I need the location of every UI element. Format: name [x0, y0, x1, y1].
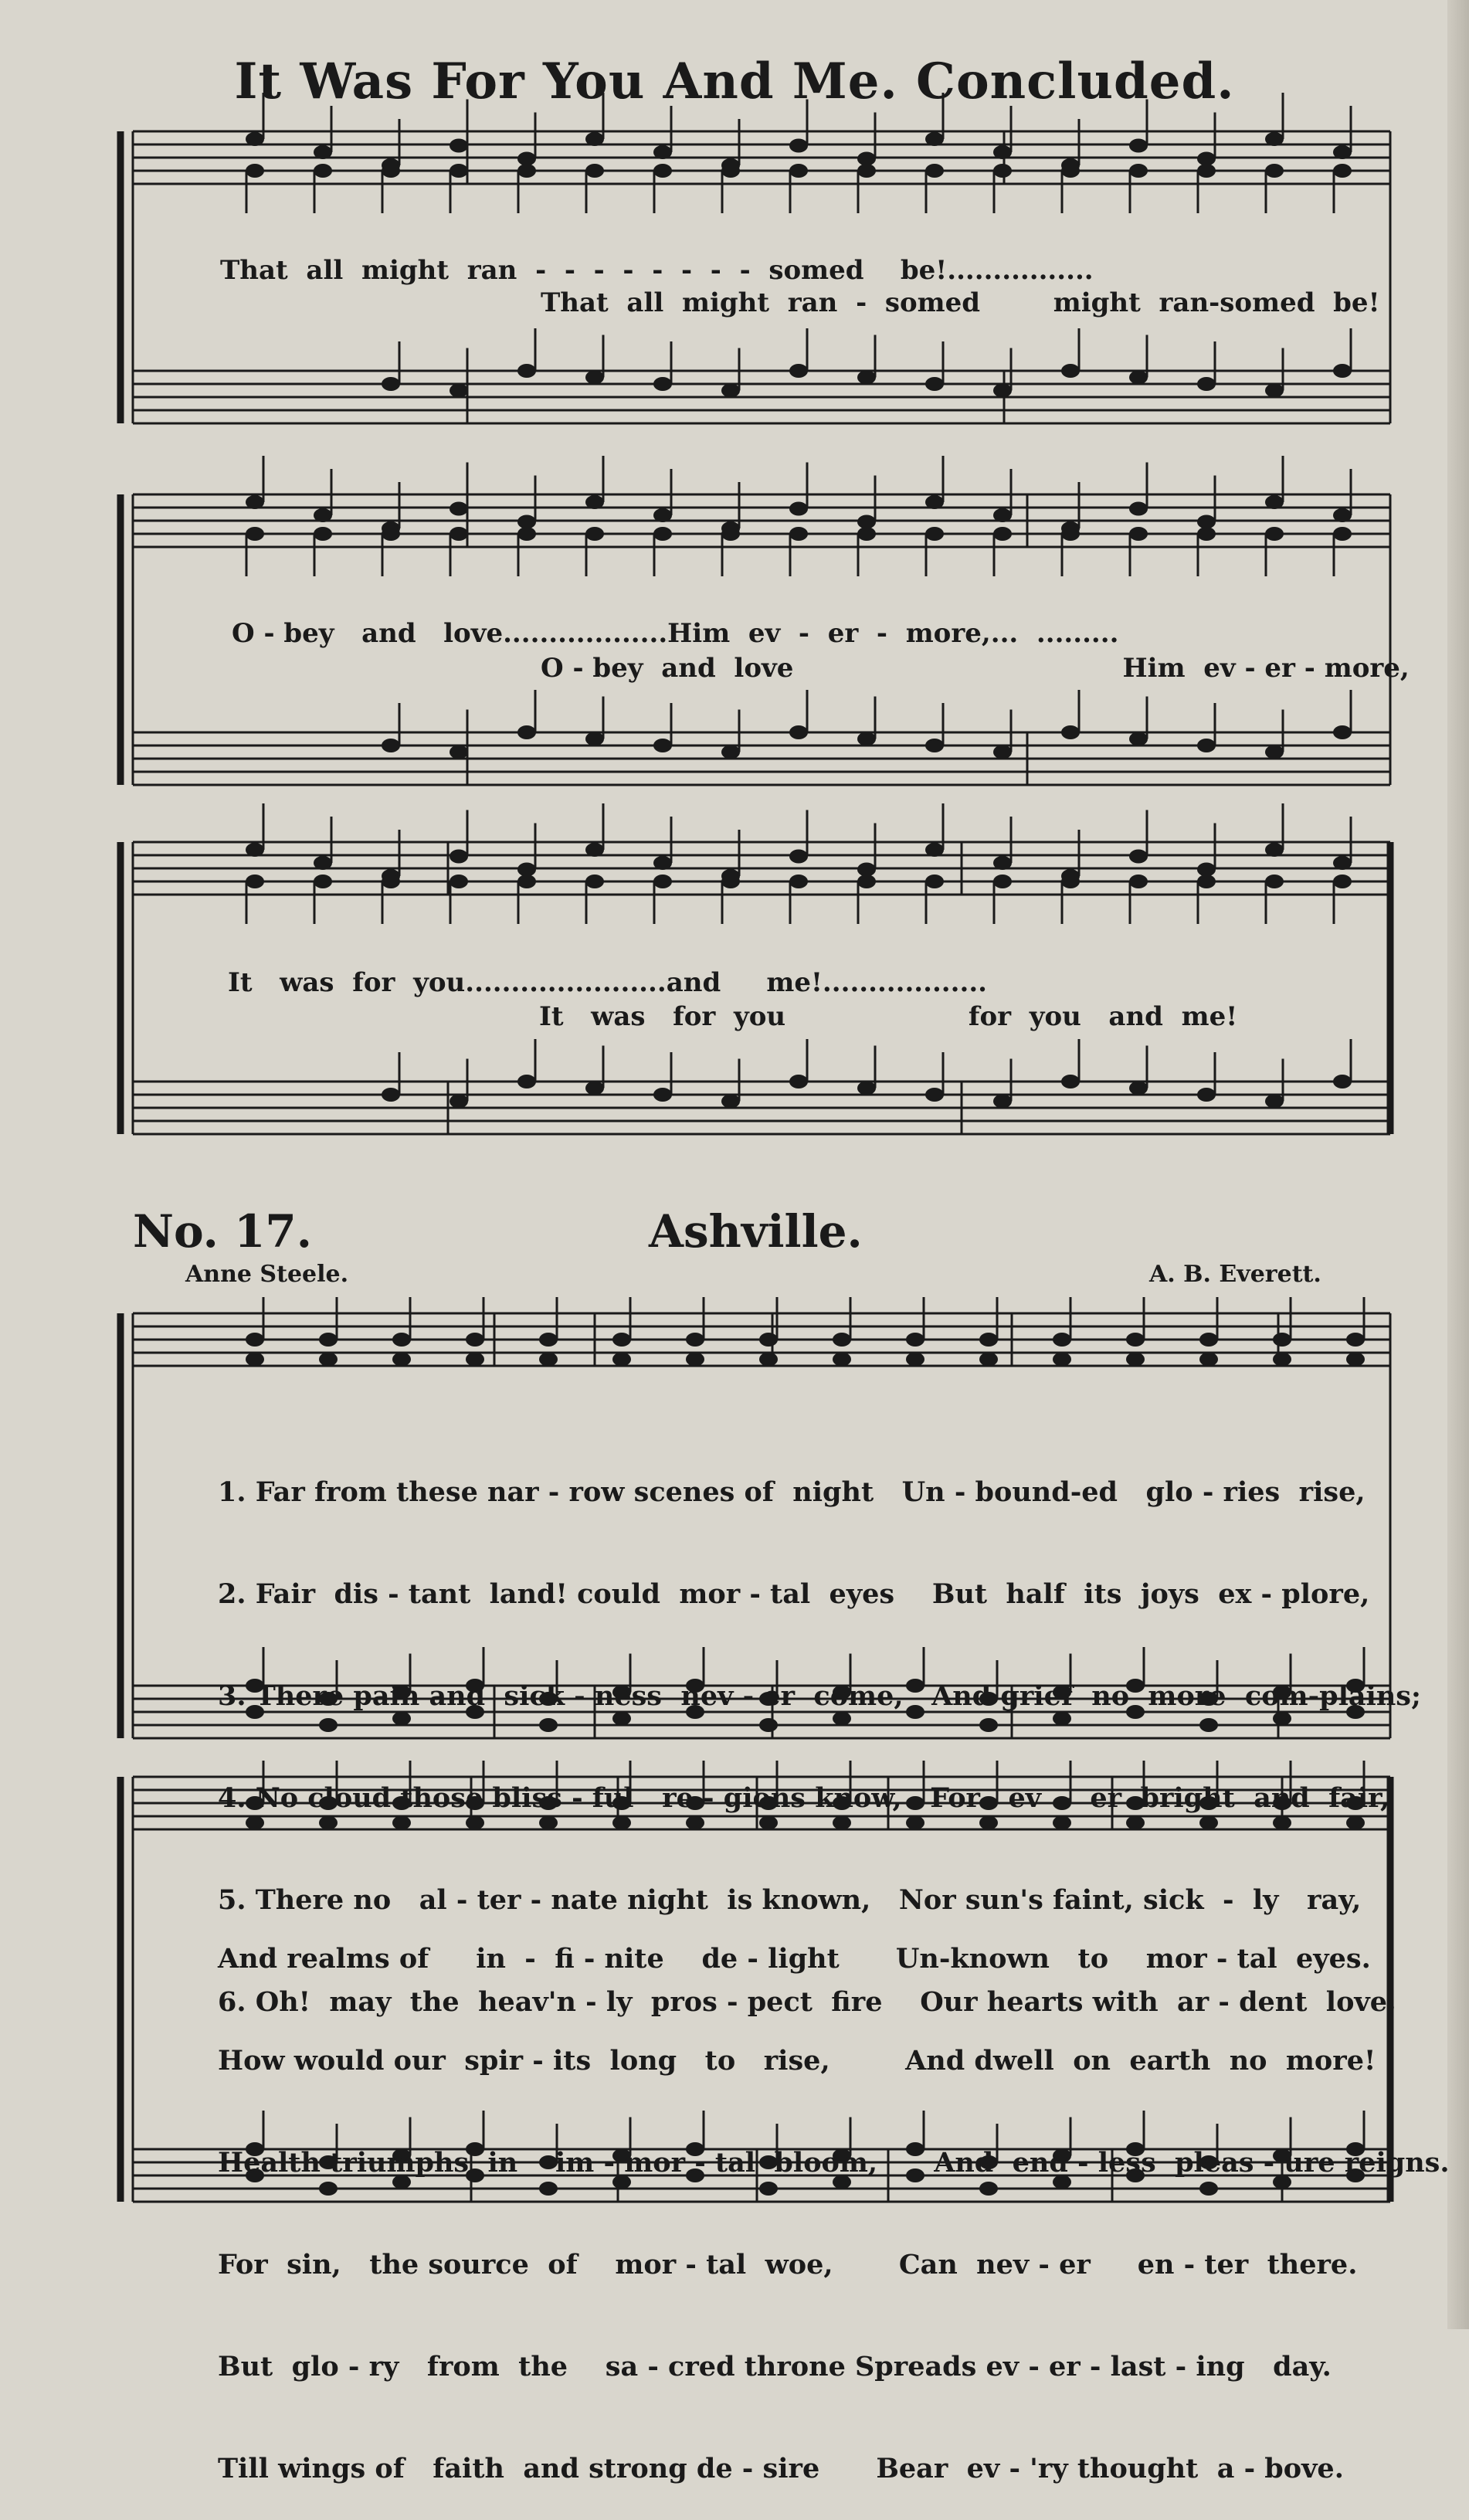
note-head	[1199, 1333, 1218, 1347]
note-head	[979, 1333, 998, 1347]
note-head	[653, 856, 672, 870]
note-head	[246, 495, 264, 509]
note-head	[246, 527, 264, 541]
note-head	[314, 856, 332, 870]
note-head	[517, 364, 536, 378]
note-head	[1333, 164, 1352, 178]
note-head	[450, 1095, 468, 1109]
note-head	[906, 1333, 924, 1347]
note-head	[517, 515, 536, 529]
note-head	[1265, 527, 1284, 541]
note-head	[246, 132, 264, 146]
note-head	[721, 384, 740, 398]
note-head	[789, 502, 808, 516]
note-head	[789, 850, 808, 864]
note-head	[392, 1333, 411, 1347]
note-head	[1346, 1333, 1365, 1347]
note-head	[246, 164, 264, 178]
lyric-line-1b: That all might ran - somed might ran-somed be!	[541, 287, 1380, 318]
note-head	[450, 875, 468, 888]
note-head	[1333, 875, 1352, 888]
lyric-line-1a: That all might ran - - - - - - - - somed be!................	[220, 255, 1094, 286]
note-head	[789, 875, 808, 888]
note-head	[314, 508, 332, 522]
verse-line: How would our spir - its long to rise, And dwell on earth no more!	[218, 2045, 1376, 2077]
note-head	[759, 1333, 778, 1347]
note-head	[1197, 739, 1216, 752]
note-head	[1265, 164, 1284, 178]
note-head	[1129, 139, 1148, 153]
note-head	[612, 1333, 631, 1347]
note-head	[450, 164, 468, 178]
note-head	[1129, 527, 1148, 541]
note-head	[789, 364, 808, 378]
note-head	[1129, 502, 1148, 516]
note-head	[382, 875, 400, 888]
note-head	[314, 164, 332, 178]
note-head	[833, 1353, 851, 1367]
note-head	[314, 145, 332, 159]
note-head	[1333, 725, 1352, 739]
note-head	[517, 875, 536, 888]
note-head	[1197, 164, 1216, 178]
note-head	[1061, 164, 1080, 178]
note-head	[517, 1075, 536, 1088]
verse-block-2	[218, 1874, 1450, 2520]
verse-line: 4. No cloud those bliss - ful re - gions know, For ev - er bright and fair,	[218, 1782, 1390, 1814]
note-head	[993, 856, 1012, 870]
lyric-line-3a: It was for you......................and me!..................	[228, 967, 987, 998]
note-head	[993, 508, 1012, 522]
note-head	[246, 1353, 264, 1367]
note-head	[857, 863, 876, 877]
note-head	[789, 164, 808, 178]
note-head	[857, 371, 876, 385]
note-head	[1129, 732, 1148, 746]
note-head	[1265, 875, 1284, 888]
note-head	[857, 527, 876, 541]
note-head	[1129, 875, 1148, 888]
note-head	[721, 164, 740, 178]
hymn-title-2: Ashville.	[649, 1205, 863, 1258]
note-head	[1129, 1082, 1148, 1095]
note-head	[392, 1353, 411, 1367]
note-head	[314, 527, 332, 541]
note-head	[517, 164, 536, 178]
note-head	[585, 132, 604, 146]
verse-line: But glo - ry from the sa - cred throne Spreads ev - er - last - ing day.	[218, 2351, 1332, 2382]
note-head	[721, 527, 740, 541]
note-head	[721, 1095, 740, 1109]
note-head	[906, 1353, 924, 1367]
note-head	[1197, 527, 1216, 541]
note-head	[789, 725, 808, 739]
note-head	[1061, 527, 1080, 541]
note-head	[993, 745, 1012, 759]
note-head	[1061, 364, 1080, 378]
note-head	[1265, 384, 1284, 398]
hymn-number: No. 17.	[133, 1205, 312, 1258]
note-head	[382, 739, 400, 752]
note-head	[979, 1353, 998, 1367]
verse-line: And realms of in - fi - nite de - light Un-known to mor - tal eyes.	[218, 1943, 1371, 1975]
note-head	[759, 1353, 778, 1367]
note-head	[1333, 364, 1352, 378]
note-head	[993, 875, 1012, 888]
note-head	[1061, 725, 1080, 739]
note-head	[517, 527, 536, 541]
note-head	[319, 1333, 338, 1347]
note-head	[319, 1353, 338, 1367]
note-head	[925, 495, 944, 509]
note-head	[517, 152, 536, 166]
note-head	[466, 1333, 484, 1347]
note-head	[450, 745, 468, 759]
note-head	[1053, 1333, 1071, 1347]
note-head	[1273, 1353, 1291, 1367]
note-head	[993, 384, 1012, 398]
note-head	[1265, 745, 1284, 759]
note-head	[653, 1088, 672, 1102]
note-head	[1126, 1353, 1145, 1367]
note-head	[686, 1333, 704, 1347]
note-head	[925, 527, 944, 541]
note-head	[1129, 371, 1148, 385]
note-head	[1129, 850, 1148, 864]
note-head	[1333, 145, 1352, 159]
note-head	[925, 1088, 944, 1102]
note-head	[789, 527, 808, 541]
note-head	[585, 527, 604, 541]
note-head	[450, 502, 468, 516]
note-head	[721, 745, 740, 759]
note-head	[1333, 1075, 1352, 1088]
note-head	[1273, 1333, 1291, 1347]
note-head	[382, 164, 400, 178]
note-head	[925, 377, 944, 391]
note-head	[450, 527, 468, 541]
note-head	[1197, 875, 1216, 888]
note-head	[653, 739, 672, 752]
note-head	[539, 1333, 558, 1347]
note-head	[925, 132, 944, 146]
note-head	[1197, 863, 1216, 877]
note-head	[925, 843, 944, 857]
note-head	[925, 739, 944, 752]
note-head	[857, 732, 876, 746]
note-head	[517, 863, 536, 877]
verse-line: For sin, the source of mor - tal woe, Can nev - er en - ter there.	[218, 2249, 1358, 2281]
note-head	[857, 152, 876, 166]
note-head	[1197, 1088, 1216, 1102]
note-head	[450, 139, 468, 153]
note-head	[382, 377, 400, 391]
note-head	[993, 527, 1012, 541]
note-head	[993, 1095, 1012, 1109]
note-head	[612, 1353, 631, 1367]
note-head	[1265, 843, 1284, 857]
note-head	[1197, 515, 1216, 529]
hymn-title: It Was For You And Me. Concluded.	[234, 53, 1235, 110]
note-head	[466, 1353, 484, 1367]
note-head	[1126, 1333, 1145, 1347]
lyric-line-3b: It was for you for you and me!	[539, 1001, 1238, 1032]
note-head	[993, 145, 1012, 159]
lyric-line-2a: O - bey and love..................Him ev - er - more,... .........	[232, 618, 1119, 649]
note-head	[585, 875, 604, 888]
note-head	[653, 145, 672, 159]
lyric-line-2b: O - bey and love Him ev - er - more,	[541, 653, 1410, 684]
verse-line: 6. Oh! may the heav'n - ly pros - pect fire Our hearts with ar - dent love,	[218, 1986, 1397, 2018]
note-head	[1346, 1353, 1365, 1367]
note-head	[314, 875, 332, 888]
note-head	[1061, 1075, 1080, 1088]
note-head	[246, 875, 264, 888]
note-head	[925, 875, 944, 888]
author-credit: Anne Steele.	[185, 1261, 349, 1288]
note-head	[1265, 132, 1284, 146]
note-head	[686, 1353, 704, 1367]
verse-line: 2. Fair dis - tant land! could mor - tal eyes But half its joys ex - plore,	[218, 1578, 1370, 1610]
verse-line: Till wings of faith and strong de - sire Bear ev - 'ry thought a - bove.	[218, 2453, 1344, 2484]
note-head	[517, 725, 536, 739]
note-head	[1197, 377, 1216, 391]
note-head	[539, 1353, 558, 1367]
note-head	[653, 508, 672, 522]
note-head	[1061, 875, 1080, 888]
note-head	[585, 495, 604, 509]
note-head	[585, 164, 604, 178]
note-head	[450, 384, 468, 398]
note-head	[993, 164, 1012, 178]
note-head	[1265, 495, 1284, 509]
note-head	[653, 875, 672, 888]
note-head	[1265, 1095, 1284, 1109]
note-head	[857, 164, 876, 178]
note-head	[721, 875, 740, 888]
verse-line: 3. There pain and sick - ness nev - er come, And grief no more com-plains;	[218, 1680, 1421, 1712]
note-head	[789, 1075, 808, 1088]
note-head	[1053, 1353, 1071, 1367]
note-head	[585, 732, 604, 746]
note-head	[585, 843, 604, 857]
note-head	[833, 1333, 851, 1347]
note-head	[1129, 164, 1148, 178]
note-head	[857, 1082, 876, 1095]
verse-line: Health triumphs in im - mor - tal bloom, And end - less pleas - ure reigns.	[218, 2147, 1450, 2179]
verse-line: 5. There no al - ter - nate night is known, Nor sun's faint, sick - ly ray,	[218, 1884, 1362, 1916]
note-head	[382, 527, 400, 541]
note-head	[653, 527, 672, 541]
composer-credit: A. B. Everett.	[1149, 1261, 1321, 1288]
note-head	[789, 139, 808, 153]
note-head	[585, 371, 604, 385]
note-head	[382, 1088, 400, 1102]
note-head	[585, 1082, 604, 1095]
note-head	[1333, 856, 1352, 870]
note-head	[857, 875, 876, 888]
note-head	[1333, 527, 1352, 541]
note-head	[246, 843, 264, 857]
note-head	[246, 1333, 264, 1347]
note-head	[450, 850, 468, 864]
verse-line: 1. Far from these nar - row scenes of night Un - bound-ed glo - ries rise,	[218, 1476, 1366, 1508]
note-head	[1197, 152, 1216, 166]
note-head	[1333, 508, 1352, 522]
note-head	[857, 515, 876, 529]
note-head	[653, 377, 672, 391]
note-head	[653, 164, 672, 178]
note-head	[925, 164, 944, 178]
note-head	[1199, 1353, 1218, 1367]
